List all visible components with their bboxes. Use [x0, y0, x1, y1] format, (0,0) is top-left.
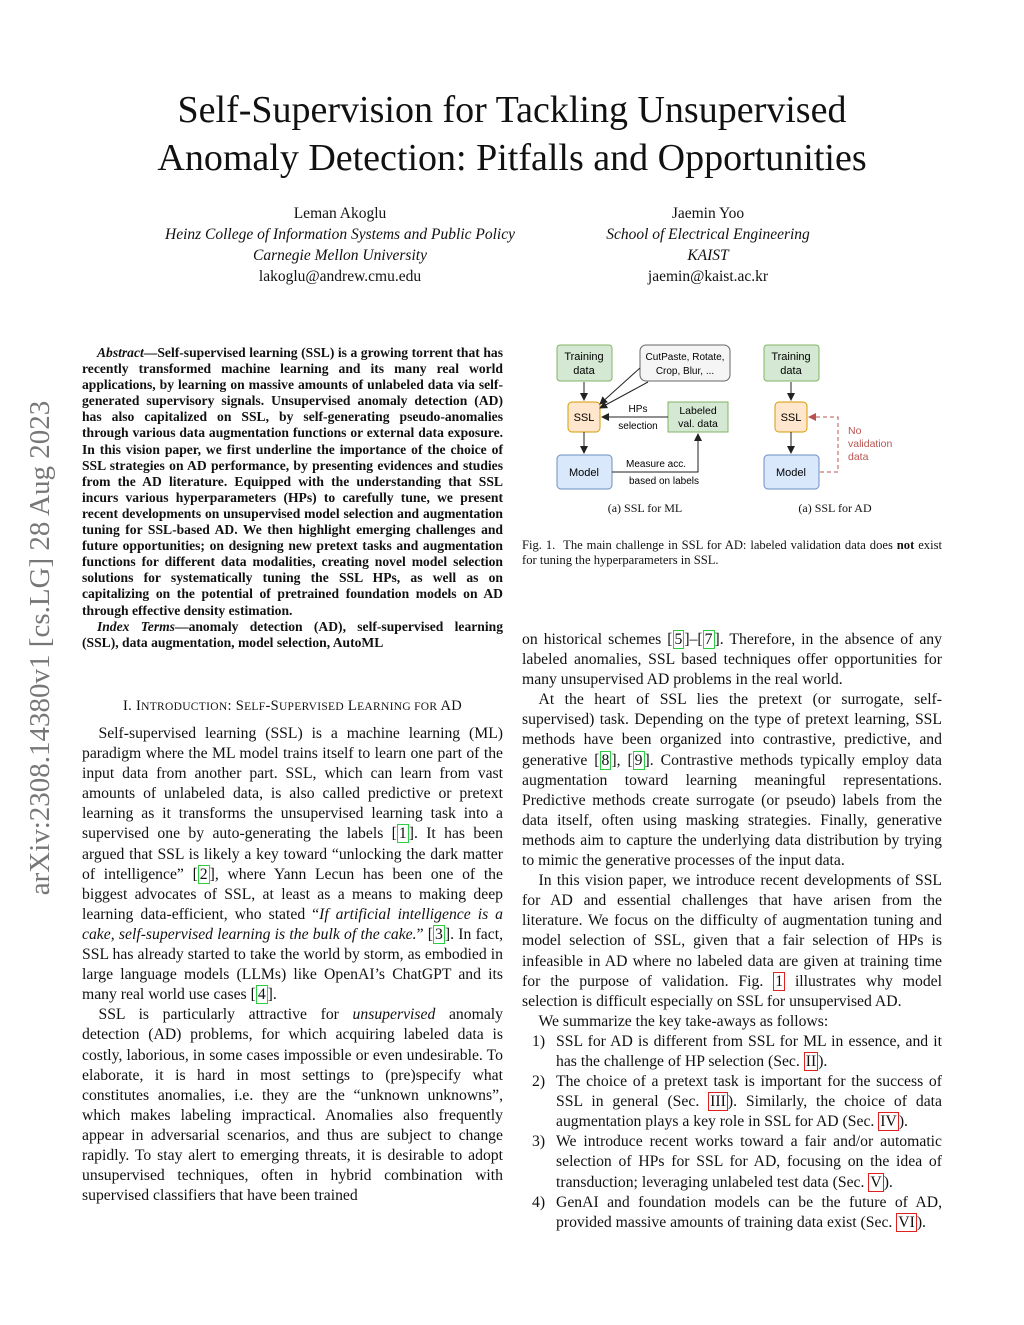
- measure-label: Measure acc.: [625, 459, 687, 470]
- augmentation-label: Crop, Blur, ...: [655, 366, 715, 377]
- section-link[interactable]: III: [710, 1093, 726, 1111]
- subcaption-b: (a) SSL for AD: [798, 501, 872, 515]
- based-label: based on labels: [628, 476, 700, 487]
- arxiv-stamp: arXiv:2308.14380v1 [cs.LG] 28 Aug 2023: [24, 400, 56, 896]
- author-block-1: [120, 203, 560, 287]
- title-line-1: Self-Supervision for Tackling Unsupervised: [177, 89, 847, 131]
- author-email: lakoglu@andrew.cmu.edu: [258, 268, 422, 285]
- author-affiliation: KAIST: [687, 247, 729, 264]
- right-column: [522, 630, 942, 1233]
- author-email: jaemin@kaist.ac.kr: [647, 268, 769, 285]
- emphasis: unsupervised: [352, 1006, 436, 1024]
- training-data-label: Training: [771, 351, 811, 363]
- caption-label: Fig. 1.: [522, 538, 556, 552]
- figure-link[interactable]: 1: [775, 972, 784, 990]
- list-item: 3) We introduce recent works toward a fair and/or automatic selection of HPs for SSL for AD, focusing on the idea of transduction; leveraging unlabeled test data (Sec. V ).: [532, 1133, 942, 1191]
- caption-text: The main challenge in SSL for AD: labeled validation data does: [563, 538, 897, 552]
- hps-label: HPs: [628, 404, 648, 415]
- labeled-val-label: val. data: [678, 418, 718, 430]
- ssl-label: SSL: [573, 412, 595, 424]
- section-link[interactable]: V: [870, 1173, 882, 1191]
- section-heading: [82, 698, 503, 715]
- caption-bold: not: [896, 538, 915, 552]
- index-terms-label: Index Terms: [96, 618, 175, 634]
- subcaption-a: (a) SSL for ML: [607, 501, 683, 515]
- left-column: [82, 724, 503, 1206]
- figure-1: [548, 340, 928, 525]
- citation-link[interactable]: 4: [257, 986, 266, 1004]
- section-number: I.: [122, 698, 133, 714]
- index-terms-text: —anomaly detection (AD), self-supervised learning (SSL), data augmentation, model selection, AutoML: [82, 618, 503, 650]
- author-affiliation: School of Electrical Engineering: [606, 226, 810, 243]
- abstract-label: Abstract: [96, 345, 144, 360]
- citation-link[interactable]: 5: [674, 631, 683, 648]
- ssl-label: SSL: [780, 412, 802, 424]
- no-validation-label: No: [848, 425, 862, 437]
- paragraph: We summarize the key take-aways as follows:: [538, 1012, 829, 1030]
- paper-title: [0, 86, 1024, 182]
- quote: If artificial intelligence is a cake, self-supervised learning is the bulk of the cake.: [82, 905, 503, 943]
- list-item: 4) GenAI and foundation models can be the future of AD, provided massive amounts of training data exist (Sec. VI ).: [532, 1193, 942, 1231]
- paragraph: on historical schemes [ 5 ]–[ 7 ]. Therefore, in the absence of any labeled anomalies, SSL based techniques offer opportunities for many unsupervised AD problems in the real world.: [522, 631, 942, 689]
- training-data-label: data: [573, 365, 595, 377]
- section-link[interactable]: II: [805, 1052, 817, 1070]
- citation-link[interactable]: 1: [398, 825, 407, 843]
- figure-caption: [522, 538, 942, 568]
- paragraph: Self-supervised learning (SSL) is a machine learning (ML) paradigm where the ML model trains itself to learn one part of the input data from another part. SSL, which can learn from vast amounts of unlabeled data, is also called predictive or pretext learning as it transforms the unsupervised learning task into a supervised one by auto-generating the labels [ 1 ]. It has been argued that SSL is likely a key toward “unlocking the dark matter of intelligence” [ 2 ], where Yann Lecun has been one of the biggest advocates of SSL, at least as a means to making deep learning data-efficient, who stated “If artificial intelligence is a cake, self-supervised learning is the bulk of the cake.” [ 3 ]. In fact, SSL has already started to take the world by storm, as embodied in large language models (LLMs) like OpenAI’s ChatGPT and its many real world use cases [ 4 ].: [82, 725, 504, 1004]
- citation-link[interactable]: 3: [435, 925, 443, 943]
- model-label: Model: [569, 467, 599, 479]
- section-link[interactable]: IV: [880, 1113, 897, 1131]
- training-data-label: data: [780, 365, 802, 377]
- list-item: 2) The choice of a pretext task is important for the success of SSL in general (Sec. III ). Similarly, the choice of data augmentation plays a key role in SSL for AD (Sec. IV ).: [532, 1073, 942, 1131]
- training-data-label: Training: [564, 351, 604, 363]
- citation-link[interactable]: 2: [199, 865, 208, 883]
- figure-diagram: [548, 340, 928, 500]
- model-label: Model: [776, 467, 806, 479]
- citation-link[interactable]: 7: [704, 631, 713, 648]
- author-name: Jaemin Yoo: [671, 205, 745, 222]
- no-validation-label: data: [848, 451, 869, 463]
- abstract-text: —Self-supervised learning (SSL) is a growing torrent that has recently transformed machine learning and its many real world applications, by learning on massive amounts of unlabeled data via self-generated supervisory signals. Unsupervised anomaly detection (AD) has also capitalized on SSL, by self-generating pseudo-anomalies through various data augmentation functions or external data exposure. In this vision paper, we first underline the importance of the choice of SSL strategies on AD performance, by presenting evidences and studies from the AD literature. Equipped with the understanding that SSL incurs various hyperparameters (HPs) to carefully tune, we present recent developments on unsupervised model selection and augmentation tuning for SSL-based AD. We then highlight emerging challenges and future opportunities; on designing new pretext tasks and augmentation functions for different data modalities, creating novel model selection solutions for systematically tuning the SSL HPs, as well as on capitalizing on the potential of pretrained foundation models on AD through effective density estimation.: [82, 345, 503, 618]
- author-affiliation: Carnegie Mellon University: [253, 247, 427, 264]
- paragraph: SSL is particularly attractive for unsupervised anomaly detection (AD) problems, for which acquiring labeled data is costly, laborious, in some cases impossible or even undesirable. To elaborate, it is hard in most settings to (pre)specify what constitutes anomalies, i.e. they are the “unknown unknowns”, which makes labeling impractical. Anomalies also frequently appear in adversarial scenarios, and thus are subject to change rapidly. To stay alert to emerging threats, it is desirable to adopt unsupervised techniques, often in hybrid combination with supervised classifiers that have been trained: [82, 1006, 503, 1205]
- paragraph: In this vision paper, we introduce recent developments of SSL for AD and essential challenges that have arisen from the literature. We focus on the difficulty of augmentation tuning and model selection of SSL, given that a fair selection of HPs is infeasible in AD where no labeled data are given at training time for the purpose of validation. Fig. 1 illustrates why model selection is difficult especially on SSL for unsupervised AD.: [522, 872, 942, 1010]
- citation-link[interactable]: 9: [634, 751, 643, 769]
- list-item: 1) SSL for AD is different from SSL for ML in essence, and it has the challenge of HP selection (Sec. II ).: [532, 1032, 942, 1070]
- author-affiliation: Heinz College of Information Systems and Public Policy: [165, 226, 515, 243]
- author-name: Leman Akoglu: [293, 205, 387, 222]
- labeled-val-label: Labeled: [679, 405, 717, 417]
- author-block-2: [560, 203, 856, 287]
- citation-link[interactable]: 8: [601, 751, 610, 769]
- section-link[interactable]: VI: [898, 1213, 915, 1231]
- no-validation-label: validation: [848, 438, 893, 450]
- selection-label: selection: [618, 421, 658, 432]
- augmentation-label: CutPaste, Rotate,: [645, 352, 725, 363]
- caption-end: exist for tuning the hyperparameters in SSL.: [522, 538, 943, 567]
- title-line-2: Anomaly Detection: Pitfalls and Opportunities: [157, 137, 867, 179]
- paragraph: At the heart of SSL lies the pretext (or surrogate, self-supervised) task. Depending on the type of pretext learning, SSL methods have been organized into contrastive, predictive, and generative [ 8 ], [ 9 ]. Contrastive methods typically employ data augmentation toward learning meaningful representations. Predictive methods create surrogate (or pseudo) labels from the data itself, often using masking strategies. Finally, generative methods aim to capture the underlying data distribution by trying to mimic the generative processes of the input data.: [522, 691, 942, 870]
- takeaways-list: [522, 1032, 942, 1233]
- abstract: [82, 345, 503, 651]
- section-title: INTRODUCTION: SELF-SUPERVISED LEARNING FOR AD: [135, 698, 463, 714]
